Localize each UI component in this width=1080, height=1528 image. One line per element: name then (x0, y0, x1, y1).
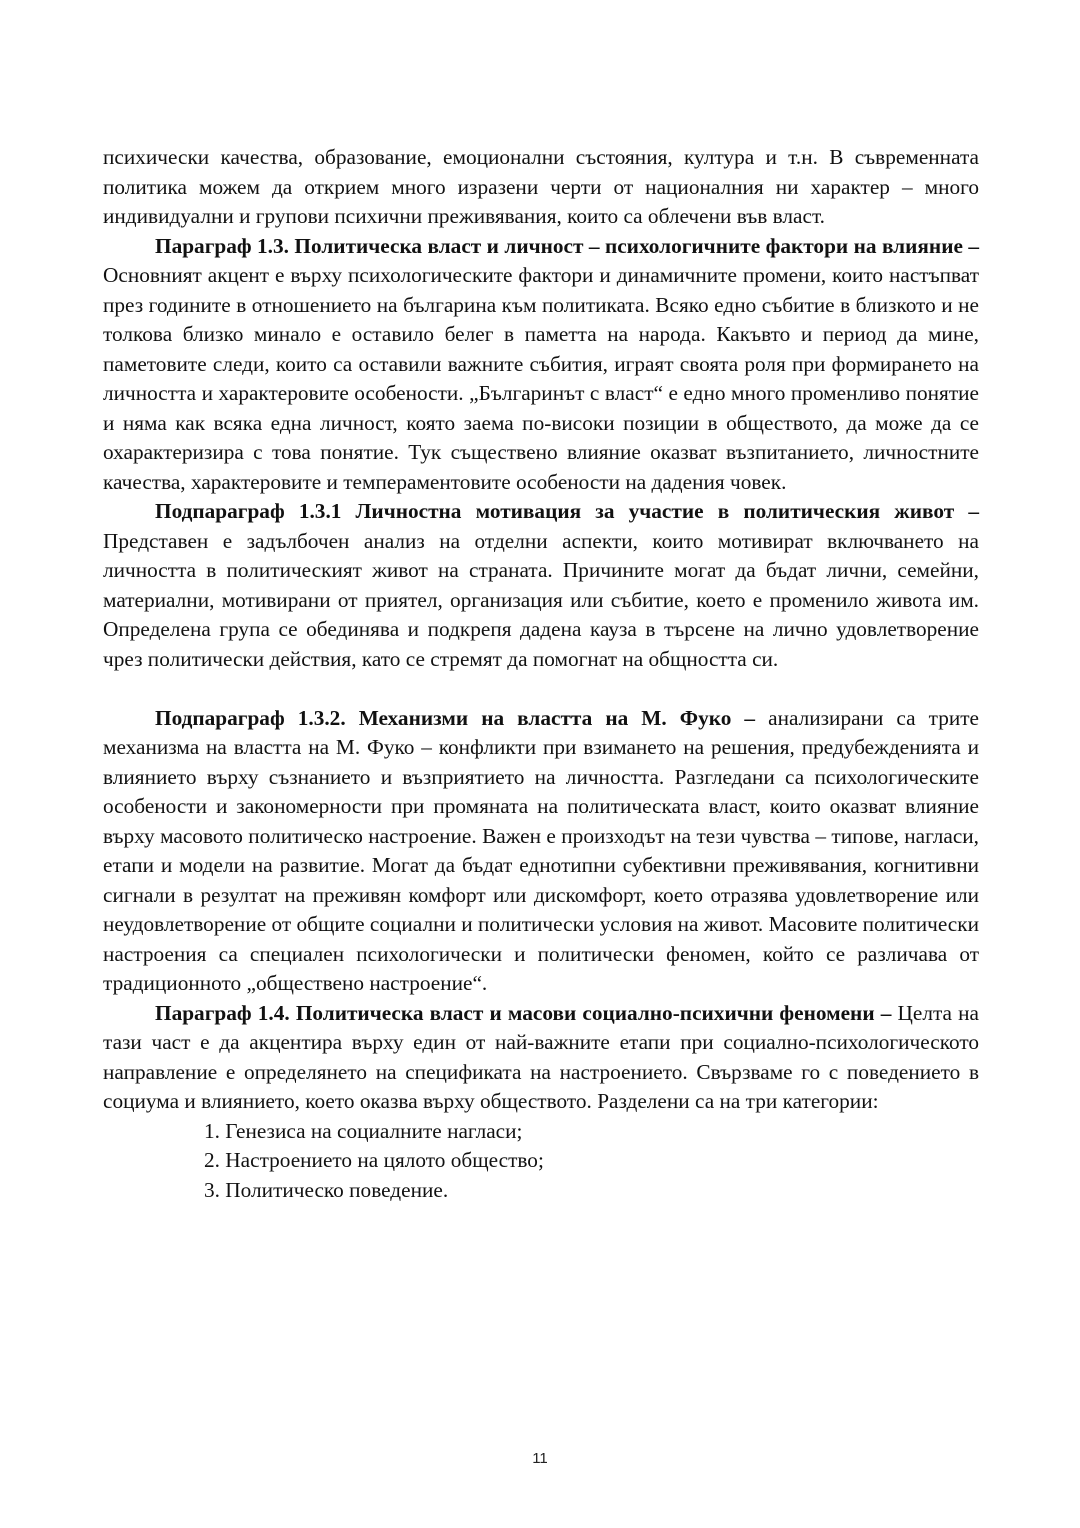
intro-paragraph: психически качества, образование, емоционални състояния, култура и т.н. В съвременната политика можем да открием много изразени черти от националния ни характер – много индивидуални и групови психични преживявания, които са облечени във власт. (103, 145, 979, 228)
section-1-3-1-heading: Подпараграф 1.3.1 Личностна мотивация за участие в политическия живот – (155, 499, 979, 523)
paragraph-gap (103, 674, 979, 704)
section-1-3-2-body: анализирани са трите механизма на властта на М. Фуко – конфликти при взимането на решения, предубежденията и влиянието върху съзнанието и възприятието на личността. Разгледани са психологическите особености и закономерности при промяната на политическата власт, които оказват влияние върху масовото политическо настроение. Важен е произходът на тези чувства – типове, нагласи, етапи и модели на развитие. Могат да бъдат еднотипни субективни преживявания, когнитивни сигнали в резултат на преживян комфорт или дискомфорт, което отразява удовлетворение или неудовлетворение от общите социални и политически условия на живот. Масовите политически настроения са специален психологически и политически феномен, който се различава от традиционното „обществено настроение“. (103, 705, 979, 995)
section-1-3-1-body: Представен е задълбочен анализ на отделни аспекти, които мотивират включването на личността в политическият живот на страната. Причините могат да бъдат лични, семейни, материални, мотивирани от приятел, организация или събитие, което е променило живота им. Определена група се обединява и подкрепя дадена кауза в търсене на лично удовлетворение чрез политически действия, като се стремят да помогнат на общността си. (103, 528, 979, 671)
section-1-3-2-heading: Подпараграф 1.3.2. Механизми на властта на М. Фуко – (155, 705, 756, 730)
section-1-4-paragraph (103, 999, 979, 1117)
list-item: 3. Политическо поведение. (204, 1177, 449, 1202)
section-1-3-heading: Параграф 1.3. Политическа власт и личност – психологичните фактори на влияние – (155, 233, 979, 258)
section-1-3-body: Основният акцент е върху психологическите фактори и динамичните промени, които настъпват през годините в отношението на българина към политиката. Всяко едно събитие в близкото и не толкова близко минало е оставило белег в паметта на народа. Какъвто и период да мине, паметовите следи, които са оставили важните събития, играят своята роля при формирането на личността и характеровите особености. „Българинът с власт“ е едно много променливо понятие и няма как всяка една личност, която заема по-високи позиции в обществото, да може да се охарактеризира с това понятие. Тук съществено влияние оказват възпитанието, личностните качества, характеровите и темпераментовите особености на дадения човек. (103, 263, 979, 494)
document-page (103, 143, 979, 1205)
section-1-3-1-paragraph (103, 497, 979, 674)
list-item: 2. Настроението на цялото общество; (204, 1148, 544, 1172)
section-1-4-body: Целта на тази част е да акцентира върху един от най-важните етапи при социално-психологическото направление е определянето на спецификата на настроението. Свързваме го с поведението в социума и влиянието, което оказва върху обществото. Разделени са на три категории: (103, 1000, 979, 1113)
categories-list (103, 1117, 979, 1206)
section-1-3-paragraph (103, 232, 979, 498)
section-1-3-2-paragraph (103, 704, 979, 999)
section-1-4-heading: Параграф 1.4. Политическа власт и масови социално-психични феномени – (155, 1000, 892, 1025)
page-number: 11 (532, 1450, 548, 1467)
list-item: 1. Генезиса на социалните нагласи; (204, 1118, 523, 1143)
